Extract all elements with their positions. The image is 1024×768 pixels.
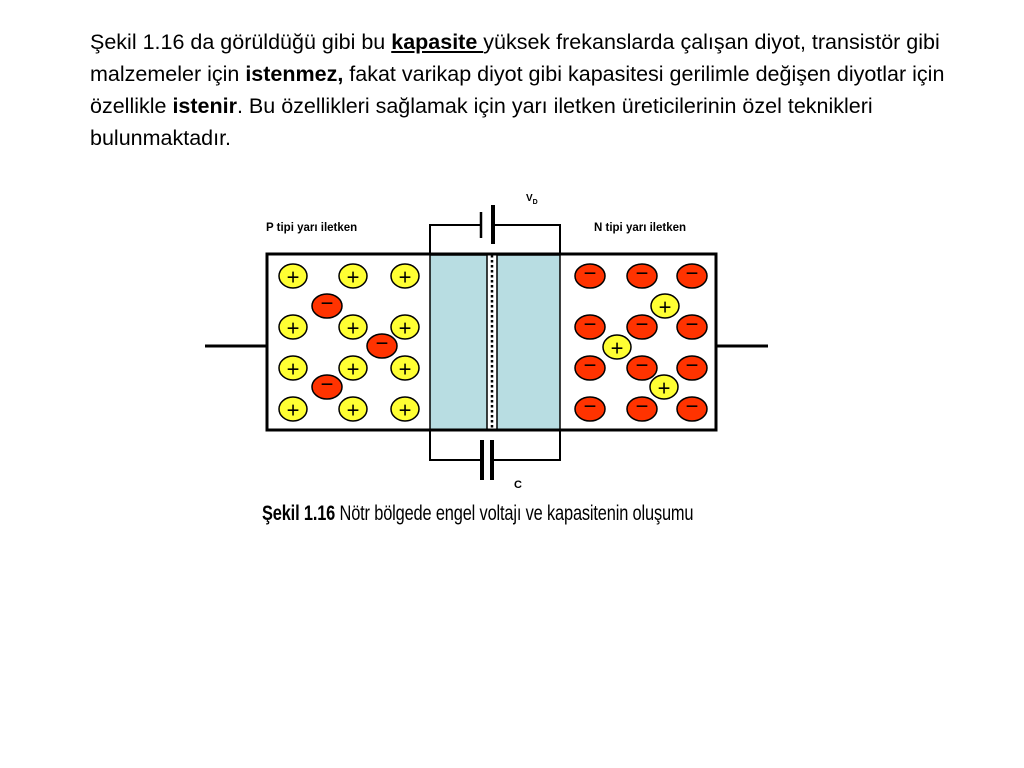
electron-carrier bbox=[575, 394, 605, 422]
depletion-region-n bbox=[497, 255, 560, 430]
keyword-istenmez: istenmez, bbox=[245, 62, 344, 86]
hole-carrier bbox=[391, 397, 419, 423]
hole-carrier bbox=[391, 356, 419, 382]
hole-carrier bbox=[339, 264, 367, 290]
hole-carrier bbox=[279, 397, 307, 423]
minus-sign: − bbox=[320, 371, 334, 397]
depletion-region-p bbox=[430, 255, 487, 430]
electron-carrier bbox=[677, 353, 707, 381]
electron-carrier bbox=[367, 331, 397, 359]
hole-carrier bbox=[650, 375, 678, 401]
electron-carrier bbox=[575, 353, 605, 381]
plus-sign: + bbox=[610, 335, 624, 361]
electron-carrier bbox=[312, 372, 342, 400]
paragraph-text-3: fakat varikap diyot gibi kapasitesi gerilimle değişen diyotlar için özellikle bbox=[90, 62, 945, 118]
paragraph-text-4: . Bu özellikleri sağlamak için yarı iletken üreticilerinin özel teknikleri bulunmaktadır. bbox=[90, 94, 873, 150]
paragraph-text-2: yüksek frekanslarda çalışan diyot, transistör gibi malzemeler için bbox=[90, 30, 940, 86]
plus-sign: + bbox=[398, 264, 412, 290]
electron-carrier bbox=[575, 312, 605, 340]
c-wire-right bbox=[493, 430, 560, 460]
minus-sign: − bbox=[635, 311, 649, 337]
plus-sign: + bbox=[286, 356, 300, 382]
minus-sign: − bbox=[685, 311, 699, 337]
electron-carrier bbox=[677, 394, 707, 422]
caption-number: Şekil 1.16 bbox=[262, 502, 336, 525]
minus-sign: − bbox=[635, 260, 649, 286]
keyword-istenir: istenir bbox=[172, 94, 237, 118]
n-type-label: N tipi yarı iletken bbox=[594, 222, 687, 234]
minus-sign: − bbox=[320, 290, 334, 316]
caption-text: Nötr bölgede engel voltajı ve kapasitenin oluşumu bbox=[335, 502, 694, 525]
plus-sign: + bbox=[657, 375, 671, 401]
hole-carrier bbox=[391, 264, 419, 290]
vd-wire-left bbox=[430, 225, 481, 255]
c-wire-left bbox=[430, 430, 481, 460]
minus-sign: − bbox=[583, 352, 597, 378]
hole-carrier bbox=[339, 397, 367, 423]
figure-caption bbox=[262, 502, 694, 526]
electron-carrier bbox=[677, 312, 707, 340]
plus-sign: + bbox=[286, 397, 300, 423]
plus-sign: + bbox=[286, 315, 300, 341]
plus-sign: + bbox=[346, 397, 360, 423]
electron-carrier bbox=[627, 394, 657, 422]
hole-carrier bbox=[391, 315, 419, 341]
plus-sign: + bbox=[658, 294, 672, 320]
electron-carrier bbox=[627, 312, 657, 340]
plus-sign: + bbox=[346, 356, 360, 382]
p-type-label: P tipi yarı iletken bbox=[266, 222, 358, 234]
minus-sign: − bbox=[685, 260, 699, 286]
hole-carrier bbox=[279, 356, 307, 382]
capacitor-label: C bbox=[514, 479, 522, 491]
vd-wire-right bbox=[493, 225, 560, 255]
plus-sign: + bbox=[398, 315, 412, 341]
plus-sign: + bbox=[398, 356, 412, 382]
hole-carrier bbox=[279, 315, 307, 341]
electron-carrier bbox=[677, 261, 707, 289]
minus-sign: − bbox=[685, 352, 699, 378]
hole-carrier bbox=[603, 335, 631, 361]
electron-carrier bbox=[575, 261, 605, 289]
electron-carrier bbox=[312, 291, 342, 319]
hole-carrier bbox=[651, 294, 679, 320]
plus-sign: + bbox=[286, 264, 300, 290]
hole-carrier bbox=[279, 264, 307, 290]
minus-sign: − bbox=[583, 311, 597, 337]
electron-carrier bbox=[627, 353, 657, 381]
minus-sign: − bbox=[375, 330, 389, 356]
minus-sign: − bbox=[583, 393, 597, 419]
hole-carrier bbox=[339, 356, 367, 382]
plus-sign: + bbox=[346, 264, 360, 290]
vd-label: $V_D$ bbox=[526, 193, 538, 206]
minus-sign: − bbox=[583, 260, 597, 286]
paragraph-text-1: Şekil 1.16 da görüldüğü gibi bu bbox=[90, 30, 392, 54]
electron-carrier bbox=[627, 261, 657, 289]
plus-sign: + bbox=[346, 315, 360, 341]
hole-carrier bbox=[339, 315, 367, 341]
minus-sign: − bbox=[635, 393, 649, 419]
minus-sign: − bbox=[635, 352, 649, 378]
plus-sign: + bbox=[398, 397, 412, 423]
minus-sign: − bbox=[685, 393, 699, 419]
keyword-kapasite: kapasite bbox=[391, 30, 484, 54]
